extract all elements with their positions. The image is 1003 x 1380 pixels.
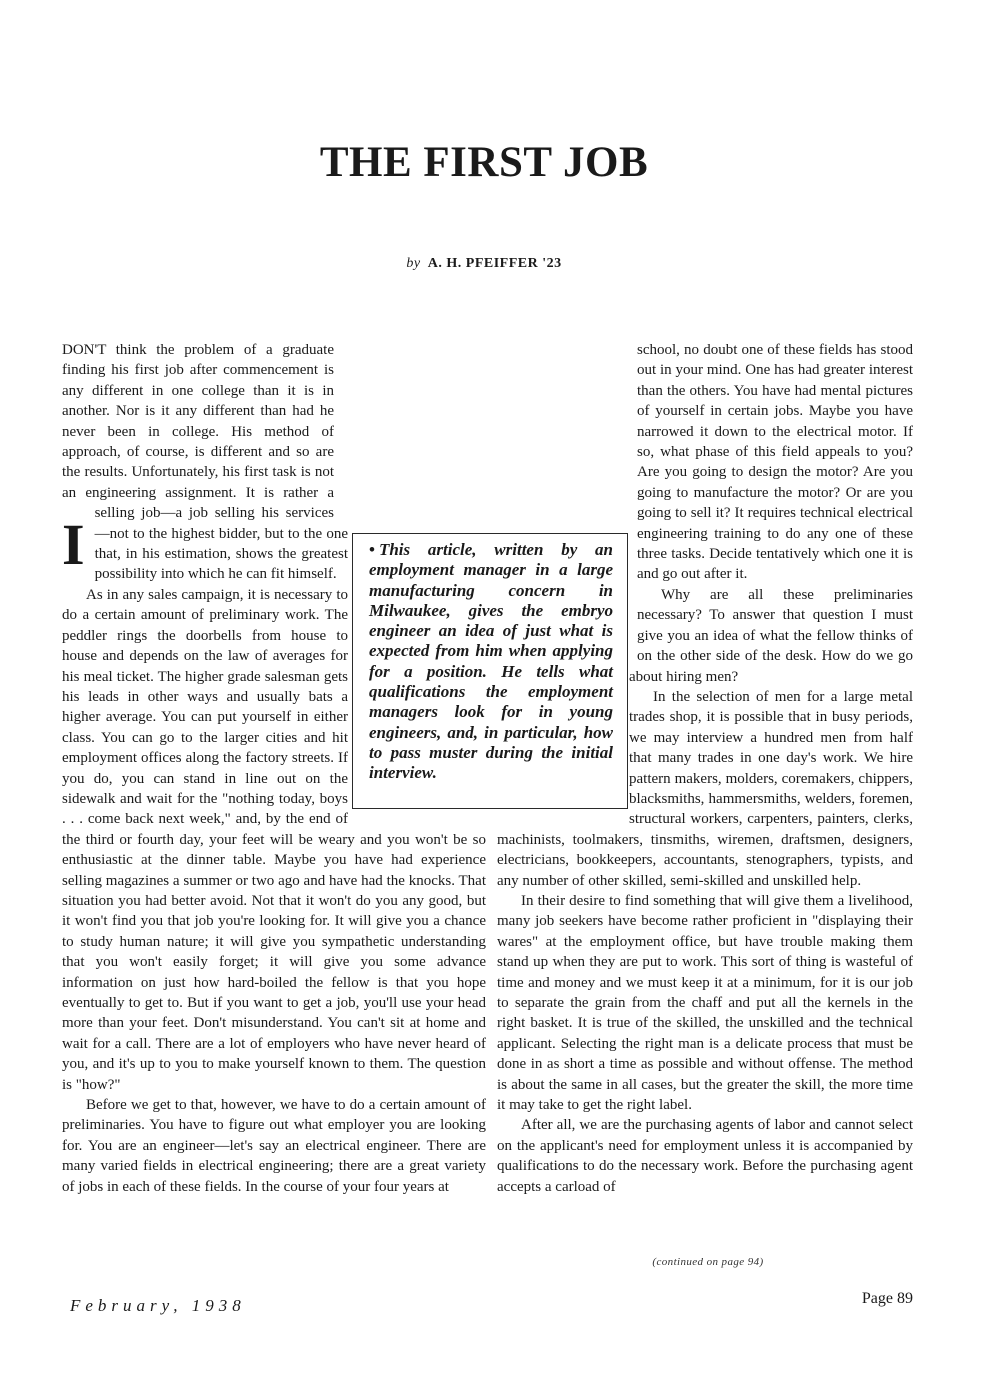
paragraph: As in any sales campaign, it is necessary to do a certain amount of preliminary work. The peddler rings the doorbells from house to house and depends on the law of averages for his meal ticket. The higher grade salesman gets his leads in other ways and usually bats a higher average. You can put yourself in either class. You can go to the larger cities and hit employment offices along the factory streets. If you do, you can stand in line out on the sidewalk and wait for the "nothing today, boys . . . come back next week," and, by the end of the third or fourth day, your feet will be weary and you won't be so enthusiastic at the dinner table. Maybe you have had experience selling magazines a summer or two ago and have had the knocks. That situation you had better avoid. Not that it won't do you any good, but it won't find you that job you're looking for. It will give you a chance to study human nature; it will give you sympathetic understanding that you won't easily forget; it will give you some advance information on just how hard-boiled the fellow is that you hope eventually to get to. But if you want to get a job, you'll use your head more than your feet. Don't misunderstand. You can't sit at home and wait for a call. There are a lot of employers who have never heard of you, and it's up to you to make yourself known to them. The question is "how?": [62, 586, 486, 1093]
paragraph: Before we get to that, however, we have to do a certain amount of preliminaries. You have to figure out what employer you are looking for. You are an engineer—let's say an electrical engineer. There are many varied fields in electrical engineering; there are a great variety of jobs in each of these fields. In the course of your four years at: [62, 1097, 486, 1195]
paragraph: In their desire to find something that will give them a livelihood, many job seekers have become rather proficient in "displaying their wares" at the employment office, but have trouble making them stand up when they are put to work. This sort of thing is wasteful of time and money and we must keep it at a minimum, for it is our job to separate the grain from the chaff and put all the kernels in the right basket. It is true of the skilled, the unskilled and the technical applicant. Selecting the right man is a delicate process that must be done in as short a time as possible and without offense. The method is about the same in all cases, but the greater the skill, the more time it may take to get the right label.: [497, 892, 913, 1114]
byline: [0, 256, 968, 272]
bullet-icon: •: [369, 540, 375, 559]
right-column: [497, 340, 913, 1280]
paragraph: In the selection of men for a large metal trades shop, it is possible that in busy periods, we may interview a hundred men from half that many trades in one day's work. We hire pattern makers, molders, coremakers, chippers, blacksmiths, hammersmiths, welders, foremen, structural workers, carpenters, painters, clerks, machinists, toolmakers, tinsmiths, wiremen, draftsmen, designers, electricians, bookkeepers, accountants, stenographers, typists, and any number of other skilled, semi-skilled and unskilled help.: [497, 688, 913, 889]
page-number: Page 89: [861, 1290, 913, 1307]
paragraph-text: DON'T think the problem of a graduate finding his first job after commencement is any different in one college than it is in another. Nor is it any different than had he never been in college. His method of approach, of course, is different and so are the results. Unfortunately, his first task is not an engineering assignment. It is rather a selling job—a job selling his services—not to the highest bidder, but to the one that, in his estimation, shows the greatest possibility into which he can fit himself.: [62, 342, 348, 583]
author-name: A. H. PFEIFFER '23: [427, 256, 562, 271]
paragraph: After all, we are the purchasing agents of labor and cannot select on the applicant's need for employment unless it is accompanied by qualifications to do the necessary work. Before the purchasing agent accepts a carload of: [497, 1117, 913, 1195]
continued-note: (continued on page 94): [652, 1256, 764, 1268]
paragraph: school, no doubt one of these fields has stood out in your mind. One has had greater interest than the others. You have had mental pictures of yourself in certain jobs. Maybe you have narrowed it down to the electrical motor. If so, what phase of this field appeals to you? Are you going to design the motor? Are you going to manufacture the motor? Or are you going to sell it? It requires technical electrical engineering training to do any one of these three tasks. Decide tentatively which one it is and go out after it.: [637, 342, 913, 583]
issue-date: February, 1938: [70, 1296, 246, 1315]
article-title: THE FIRST JOB: [319, 139, 649, 186]
drop-cap: I: [62, 512, 85, 577]
callout-spacer-left: [334, 340, 486, 516]
pull-quote-box: [352, 533, 628, 809]
byline-prefix: by: [406, 256, 421, 271]
pull-quote-text: This article, written by an employment manager in a large manufacturing concern in Milwaukee, gives the embryo engineer an idea of just what is expected from him when applying for a position. He tells what qualifications the employment managers look for in young engineers, and, in particular, how to pass muster during the initial interview.: [369, 540, 613, 783]
paragraph: Why are all these preliminaries necessary? To answer that question I must give you an idea of what the fellow thinks of on the other side of the desk. How do we go about hiring men?: [629, 586, 913, 685]
left-column: [62, 340, 486, 1280]
